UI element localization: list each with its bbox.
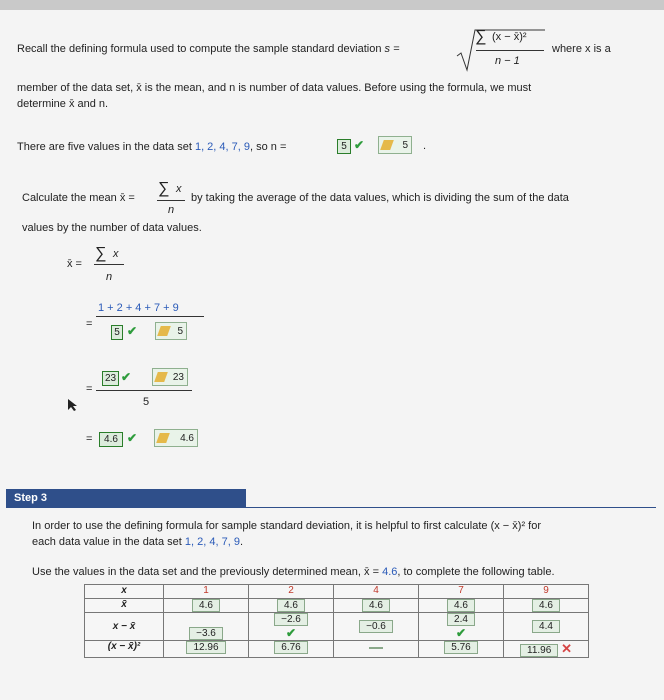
mean-sum-numerator: x [176,183,182,195]
period: . [423,140,427,152]
table-cell: 9 [504,585,589,599]
sq-answer[interactable]: 6.76 [274,641,307,654]
key-icon [156,433,170,443]
row-label-diff: x − x̄ [85,613,164,641]
mean-text-1a: Calculate the mean x̄ = [22,192,135,204]
member-text: member of the data set, x̄ is the mean, and n is number of data values. Before using the formula, we must [17,82,532,94]
xbar-denominator: n [106,271,113,283]
mean-fraction-line [157,200,185,201]
table-cell [504,613,589,641]
xbar-answer[interactable]: 4.6 [277,599,305,612]
step3-para2: each data value in the data set 1, 2, 4, 7, 9. [32,536,244,548]
xbar-eq: x̄ = [67,258,82,270]
xbar-answer[interactable]: 4.6 [532,599,560,612]
table-row [85,599,589,613]
diff-answer[interactable]: −3.6 [189,627,223,640]
mean-answer-box[interactable]: 4.6 [99,432,123,447]
table-row [85,613,589,641]
data-table [84,584,589,658]
table-cell [334,641,419,658]
mean-text-1b: by taking the average of the data values, which is dividing the sum of the data [191,192,569,204]
sigma-symbol: ∑ [158,180,170,197]
table-cell [164,613,249,641]
determine-text: determine x̄ and n. [17,98,109,110]
x-mark-icon: ✕ [561,641,572,656]
sq-answer[interactable] [369,647,383,649]
row-label-x: x [85,585,164,599]
formula-fraction-line [476,50,544,51]
formula-numerator: (x − x̄)² [492,31,527,43]
table-cell [419,613,504,641]
eq-sign: = [86,383,93,395]
xbar-numerator: x [113,248,119,260]
n-answer-box[interactable]: 5 [337,139,351,154]
num-fraction-line [96,390,192,391]
sigma-symbol: ∑ [475,28,487,45]
table-cell [249,599,334,613]
n-key-box[interactable]: 5 [378,136,412,154]
xbar-answer[interactable]: 4.6 [447,599,475,612]
step3-para1: In order to use the defining formula for sample standard deviation, it is helpful to first calculate (x − x̄)² for [32,520,541,532]
step3-use: Use the values in the data set and the previously determined mean, x̄ = 4.6, to complete the following table. [32,566,555,578]
key-icon [157,326,171,336]
table-cell: 4 [334,585,419,599]
check-icon: ✔ [127,431,138,445]
key-icon [154,372,168,382]
den-answer-box[interactable]: 5 [111,325,123,340]
table-cell [164,641,249,658]
table-row [85,585,589,599]
den-key-box[interactable]: 5 [155,322,187,340]
num-answer-box[interactable]: 23 [102,371,119,386]
table-cell [334,599,419,613]
diff-answer[interactable]: 4.4 [532,620,560,633]
den-fixed: 5 [143,396,150,408]
table-cell [419,599,504,613]
table-cell [249,641,334,658]
sigma-symbol: ∑ [95,245,107,262]
check-icon: ✔ [127,324,138,338]
row-label-sq: (x − x̄)² [85,641,164,658]
step3-divider [6,507,656,508]
table-cell [504,641,589,658]
diff-answer[interactable]: −0.6 [359,620,393,633]
where-text: where x is a [552,43,611,55]
table-cell: 2 [249,585,334,599]
eq-sign: = [86,318,93,330]
table-row [85,641,589,658]
xbar-answer[interactable]: 4.6 [192,599,220,612]
diff-answer[interactable]: −2.6 [274,613,308,626]
formula-denominator: n − 1 [495,55,520,67]
table-cell [504,599,589,613]
sq-answer[interactable]: 12.96 [186,641,225,654]
sum-expression: 1 + 2 + 4 + 7 + 9 [98,302,179,314]
check-icon: ✔ [455,626,467,640]
count-text: There are five values in the data set 1, 2, 4, 7, 9, so n = [17,141,287,153]
check-icon: ✔ [354,138,365,152]
table-cell [164,599,249,613]
table-cell [419,641,504,658]
sq-answer[interactable]: 5.76 [444,641,477,654]
diff-answer[interactable]: 2.4 [447,613,475,626]
check-icon: ✔ [121,370,132,384]
step3-header: Step 3 [6,489,246,507]
row-label-xbar: x̄ [85,599,164,613]
xbar-answer[interactable]: 4.6 [362,599,390,612]
key-icon [380,140,394,150]
table-cell [249,613,334,641]
mean-key-box[interactable]: 4.6 [154,429,198,447]
sq-answer[interactable]: 11.96 [520,644,558,657]
eq-sign: = [86,433,93,445]
num-key-box[interactable]: 23 [152,368,188,386]
mean-text-2: values by the number of data values. [22,222,202,234]
table-cell: 1 [164,585,249,599]
sum-fraction-line [96,316,204,317]
recall-text: Recall the defining formula used to compute the sample standard deviation s = [17,43,400,55]
table-cell: 7 [419,585,504,599]
table-cell [334,613,419,641]
check-icon: ✔ [285,626,297,640]
cursor-icon [67,398,79,412]
xbar-fraction-line [94,264,124,265]
mean-sum-denominator: n [168,204,175,216]
